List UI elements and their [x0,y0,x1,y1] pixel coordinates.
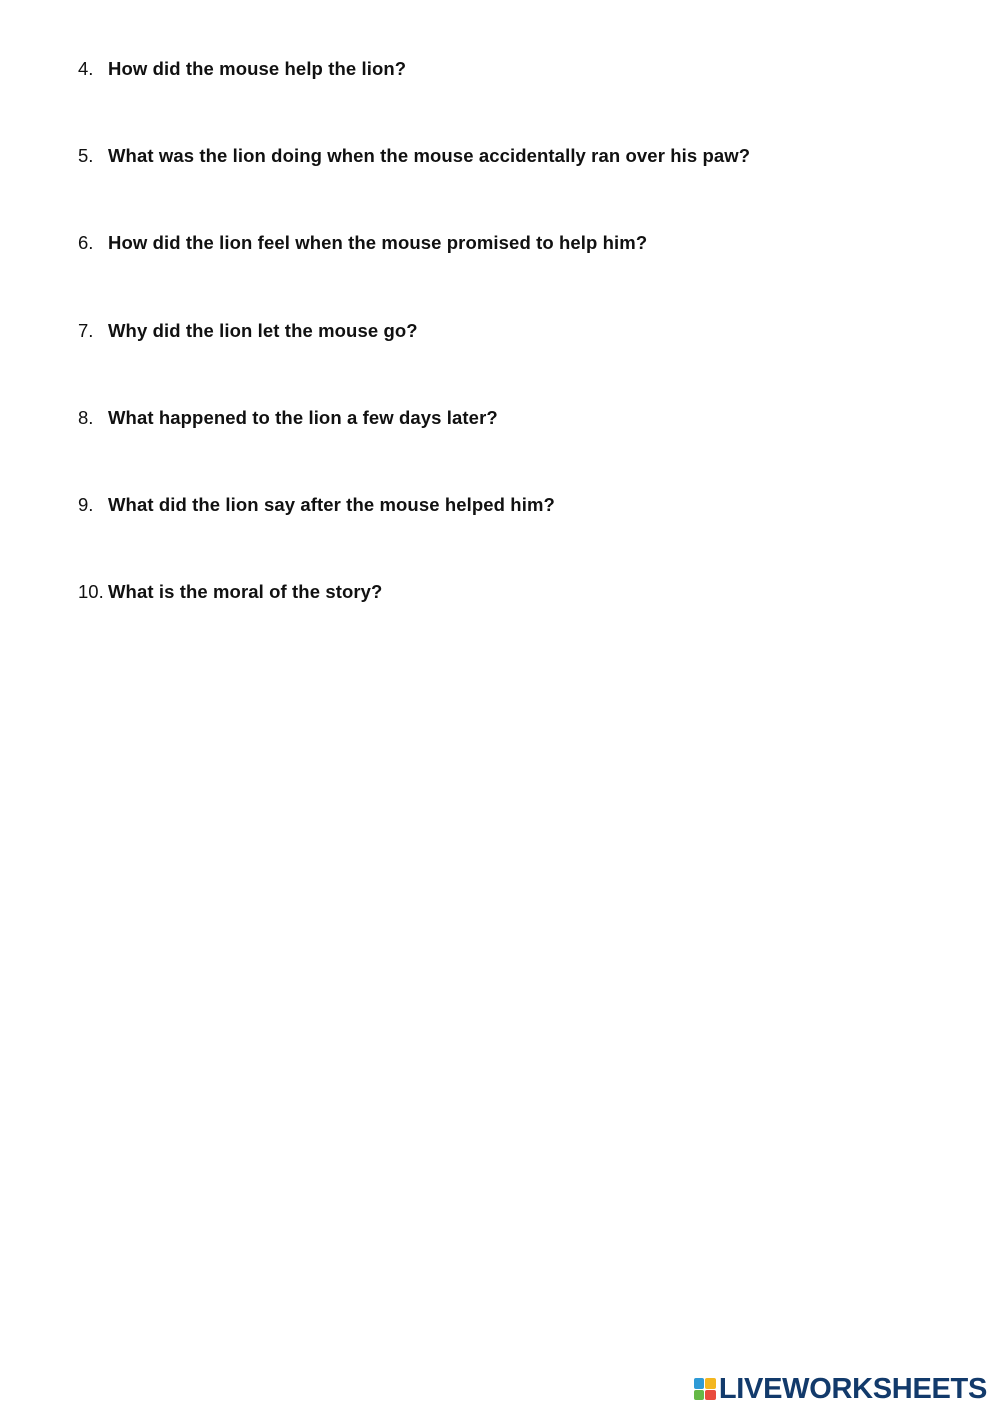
question-text: Why did the lion let the mouse go? [108,319,418,341]
question-number: 6. [78,232,94,254]
question-item [78,232,958,319]
logo-tile [705,1390,716,1401]
question-text: What did the lion say after the mouse helped him? [108,493,555,515]
question-text: What is the moral of the story? [108,581,383,603]
question-item [78,407,958,494]
brand-name: LIVEWORKSHEETS [718,1373,987,1405]
question-number: 5. [78,145,94,167]
question-text: What was the lion doing when the mouse accidentally ran over his paw? [108,145,751,167]
logo-tile [694,1390,705,1401]
question-number: 4. [78,58,94,79]
logo-tile [694,1378,705,1389]
question-item [78,581,958,668]
question-number: 9. [78,493,94,515]
liveworksheets-logo-icon [694,1378,716,1400]
question-number: 10. [78,581,104,603]
question-item [78,320,958,407]
question-item [78,58,958,145]
question-item [78,145,958,232]
logo-tile [705,1378,716,1389]
question-number: 8. [78,406,94,428]
question-number: 7. [78,319,94,341]
question-list [78,58,958,668]
brand-logo[interactable] [694,1373,987,1405]
question-text: How did the mouse help the lion? [108,58,407,79]
question-text: What happened to the lion a few days later? [108,406,498,428]
question-text: How did the lion feel when the mouse promised to help him? [108,232,648,254]
question-item [78,494,958,581]
